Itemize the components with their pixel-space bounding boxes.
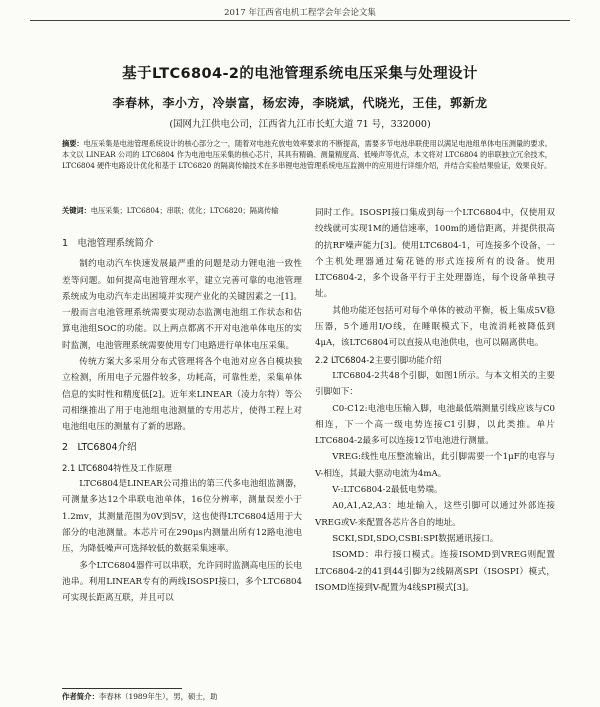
abstract-text: 电压采集是电池管理系统设计的核心部分之一，随着对电池充放电效率要求的不断提高，需要多节电池串联使用以满足电池组单体电压测量的要求。本文以 LINEAR 公司的 LTC6804 作为电池电压采集的核心芯片，其具有精确、测量精度高、低噪声等优点，本文将对 LTC6804 的串联独立冗余技术，LTC6804 硬件电路设计优化和基于 LTC6820 的隔离传输技术在多串锂电池管理系统电压监测中的应用进行详细介绍，并结合实验结果验证，效果良好。	[62, 139, 552, 171]
paragraph: SCKI,SDI,SDO,CSBI:SPI数据通讯接口。	[332, 533, 499, 544]
subsection-heading-2-1: 2.1 LTC6804特性及工作原理	[62, 462, 172, 473]
keywords-text: 电压采集；LTC6804；串联；优化；LTC6820；隔离传输	[90, 206, 279, 215]
author-footnote	[62, 691, 218, 702]
paragraph: ISOMD：串行接口模式。连接ISOMD到VREG则配置LTC6804-2的41到44引脚为2线隔离SPI（ISOSPI）模式，ISOMD连接到V-配置为4线SPI模式[3]。	[315, 550, 555, 593]
paragraph: 其他功能还包括可对每个单体的被动平衡，板上集成5V稳压器，5个通用I/O线，在睡眠模式下，电流消耗被降低到4μA，该LTC6804可以直接从电池供电，也可以隔离供电。	[315, 305, 555, 349]
footnote-text: 李春林（1989年生），男，硕士，助	[98, 692, 218, 701]
paper-title: 基于LTC6804-2的电池管理系统电压采集与处理设计	[122, 66, 478, 82]
section-heading-2: 2 LTC6804介绍	[62, 441, 137, 453]
footnote-divider	[62, 688, 182, 689]
paragraph: 同时工作。ISOSPI接口集成到每一个LTC6804中，仅使用双绞线就可实现1M的通信速率，100m的通信距离，并提供很高的抗RF噪声能力[3]。使用LTC6804-1，可连接多个设备，一个主机处理器通过菊花链的形式连接所有的设备。使用LTC6804-2，多个设备平行于主处理器连，每个设备单独寻址。	[315, 208, 555, 300]
paragraph: 制约电动汽车快速发展最严重的问题是动力锂电池一致性差等问题。如何提高电池管理水平，建立完善可靠的电池管理系统成为电动汽车走出困境并实现产业化的关键因素之一[1]。一般而言电池管理系统需要实现动态监测电池组工作状态和估算电池组SOC的功能。以上两点都离不开对电池单体电压的实时监测，电池管理系统需要使用专门电路进行单体电压采集。	[62, 259, 302, 351]
subsection-heading-2-2: 2.2 LTC6804-2主要引脚功能介绍	[315, 354, 442, 365]
footnote-label: 作者简介：	[62, 692, 99, 701]
paragraph: LTC6804是LINEAR公司推出的第三代多电池组监测器，可测量多达12个串联电池单体，16位分辨率，测量误差小于1.2mv，其测量范围为0V到5V，这也使得LTC6804适用于大部分的电池测量。本芯片可在290μs内测量出所有12路电池电压，为降低噪声可选择较低的数据采集速率。	[62, 479, 302, 555]
author-list: 李春林，李小方，冷崇富，杨宏涛，李晓斌，代晓光，王佳，郭新龙	[112, 96, 488, 110]
paragraph: C0-C12:电池电压输入脚，电池最低端测量引线应该与C0相连，下一个高一级电势连接C1引脚，以此类推。单片LTC6804-2最多可以连接12节电池进行测量。	[315, 403, 555, 447]
running-header: 2017 年江西省电机工程学会年会论文集	[224, 8, 376, 18]
paragraph: V-:LTC6804-2最低电势端。	[332, 485, 443, 496]
right-column	[315, 205, 555, 596]
author-affiliation: (国网九江供电公司，江西省九江市长虹大道 71 号，332000)	[169, 119, 431, 130]
section-heading-1: 1 电池管理系统简介	[62, 238, 154, 249]
keywords-label: 关键词：	[62, 206, 91, 215]
left-column	[62, 232, 302, 607]
header-divider	[30, 20, 570, 21]
paragraph: LTC6804-2共48个引脚，如图1所示。与本文相关的主要引脚如下：	[315, 370, 555, 398]
paragraph: VREG:线性电压整流输出，此引脚需要一个1μF的电容与V-相连，其最大驱动电流为4mA。	[315, 452, 555, 479]
paragraph: 多个LTC6804器件可以串联，允许同时监测高电压的长电池串。利用LINEAR专有的两线ISOSPI接口，多个LTC6804可实现长距离互联，并且可以	[62, 560, 302, 604]
paragraph: 传统方案大多采用分布式管理将各个电池对应各自模块独立检测，所用电子元器件较多，功耗高，可靠性差，采集单体信息的实时性和精度低[2]。近年来LINEAR（凌力尔特）等公司相继推出了用于电池组电池测量的专用芯片，使得工程上对电池组电压的测量有了新的思路。	[62, 357, 302, 433]
paragraph: A0,A1,A2,A3：地址输入，这些引脚可以通过外部连接VREG或V-来配置各芯片各自的地址。	[315, 501, 555, 528]
abstract-label: 摘要：	[62, 139, 84, 148]
abstract	[62, 138, 552, 172]
